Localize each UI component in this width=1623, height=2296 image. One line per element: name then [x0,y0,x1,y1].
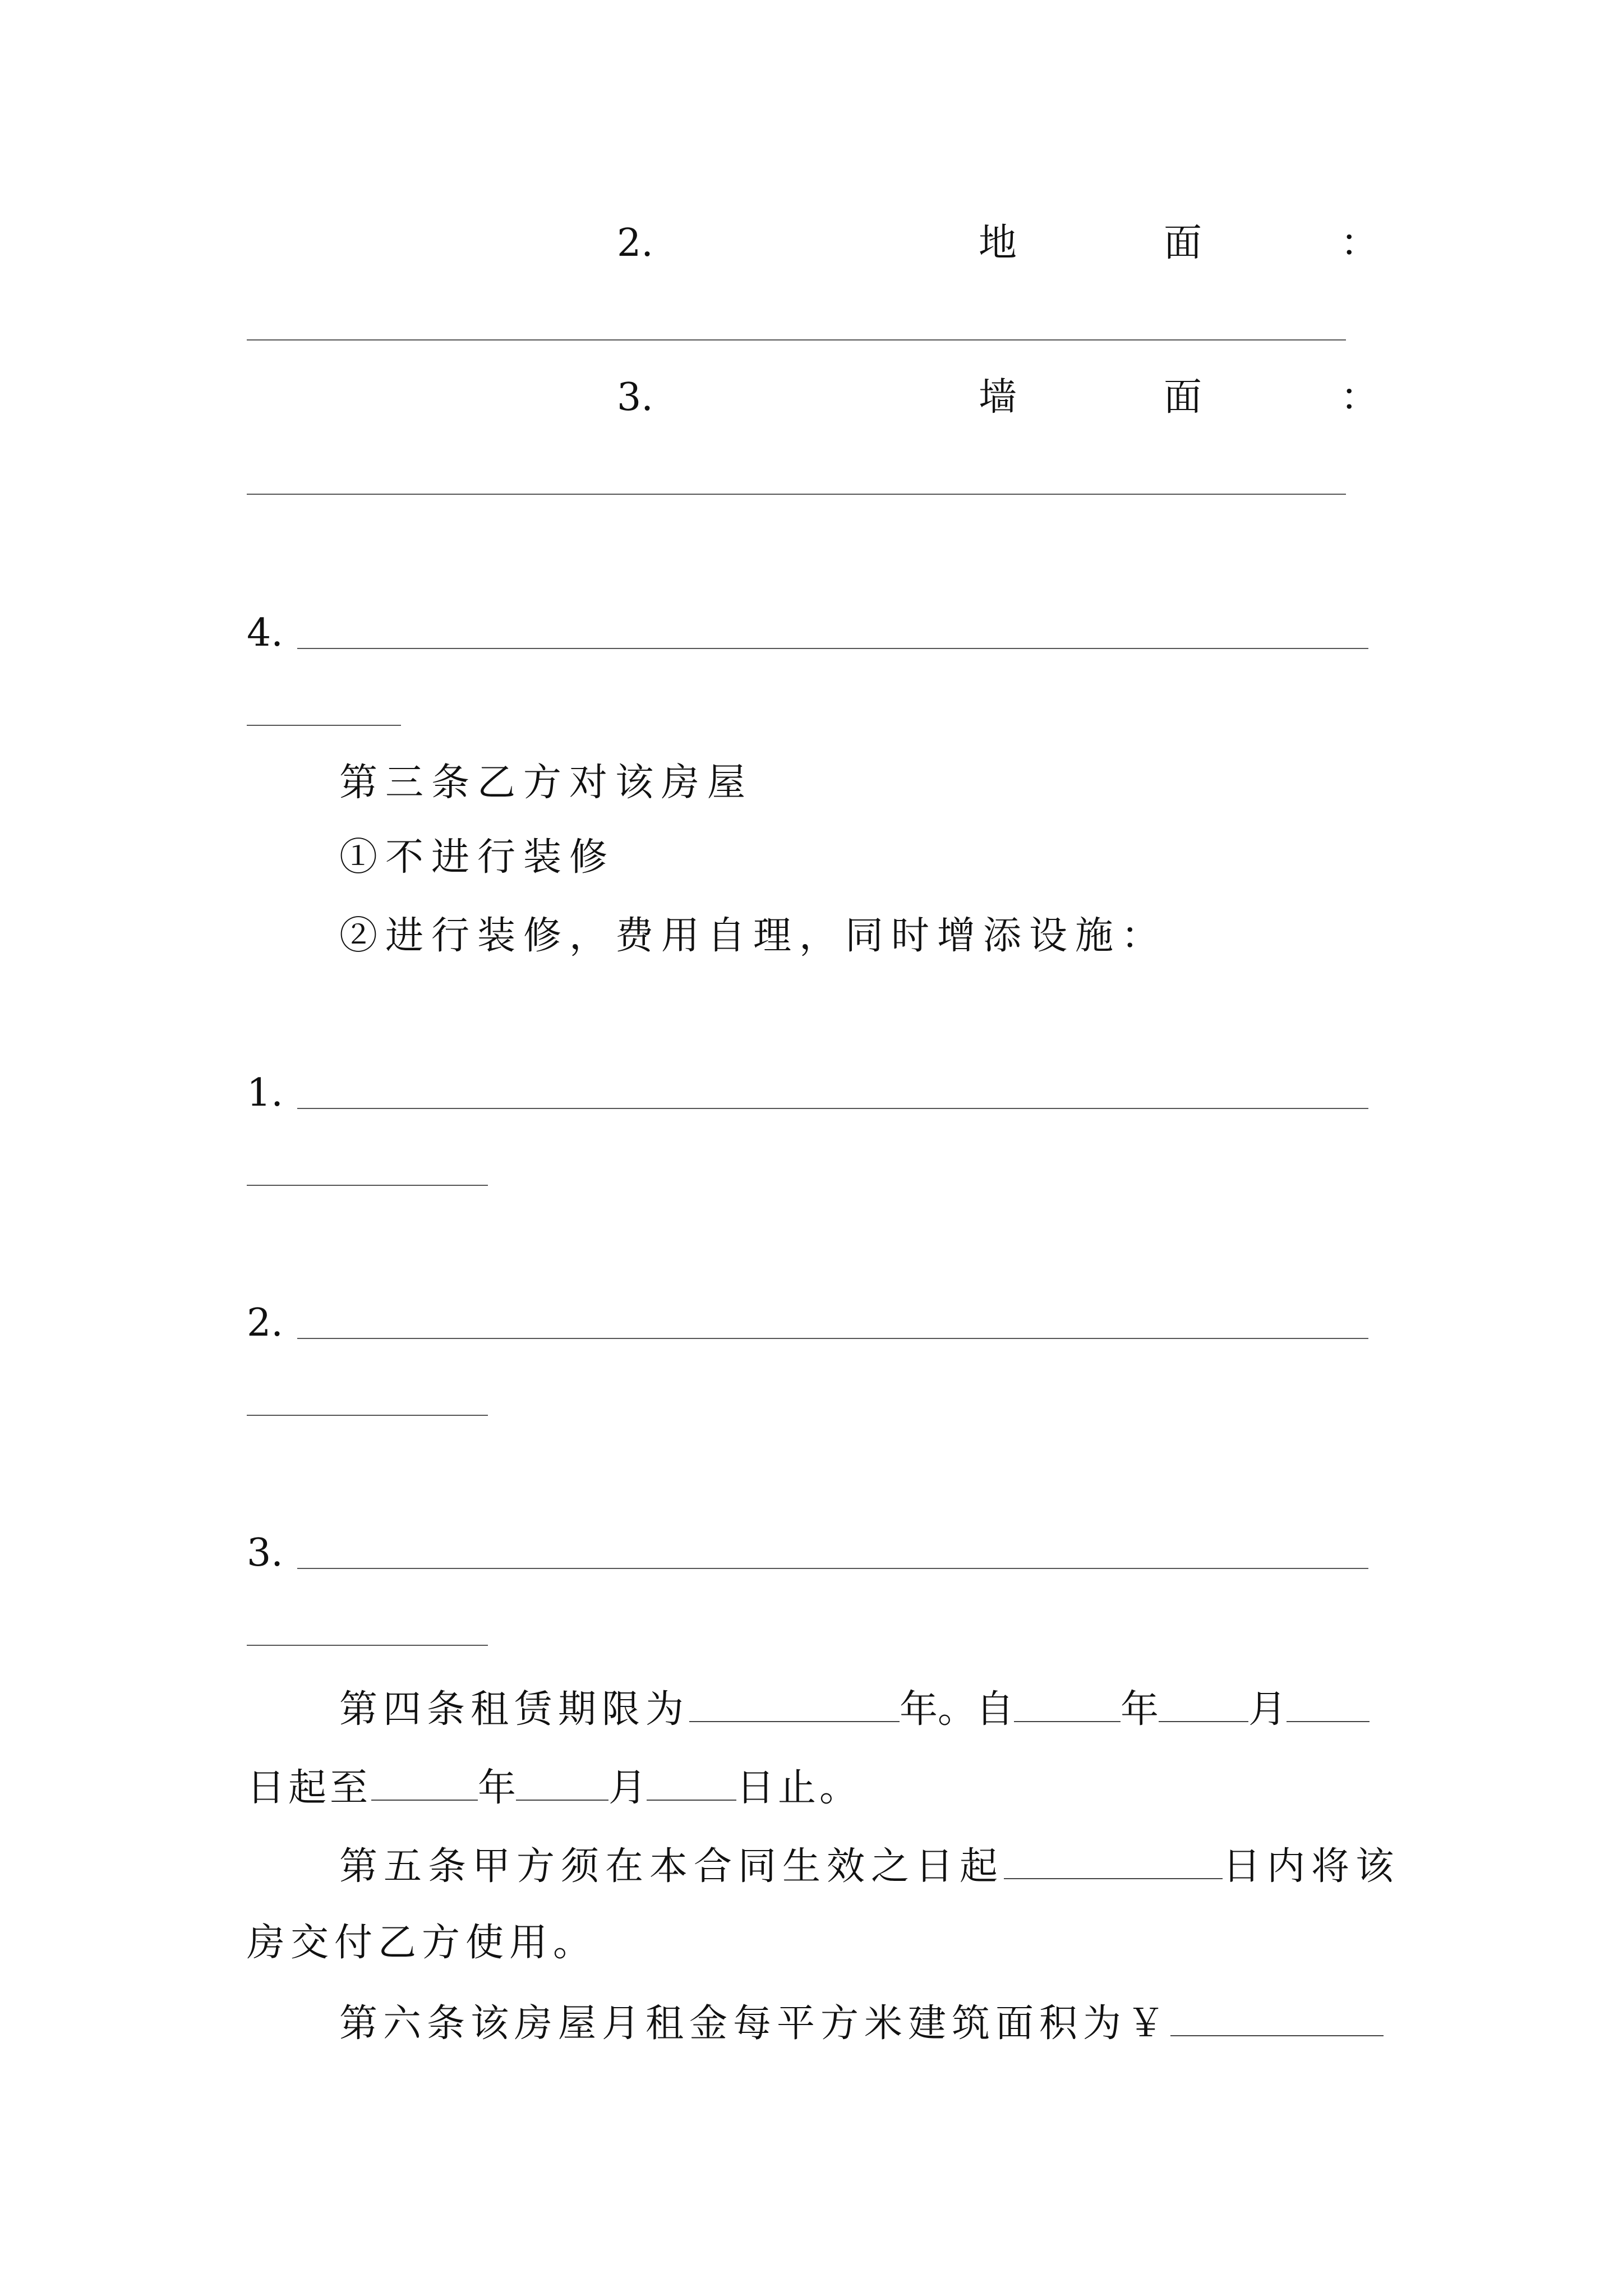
article-5-line-1 [339,1844,1400,1889]
item-2-label-char-2: 面 [1164,221,1202,265]
facility-item-1-fill-line-continued[interactable] [247,1185,488,1186]
article-4-lead: 第四条租赁期限为 [339,1687,690,1732]
end-day-blank[interactable] [647,1767,736,1801]
item-2-number: 2. [617,221,653,265]
start-year-blank[interactable] [1014,1688,1121,1722]
article-5-line-2: 房交付乙方使用。 [247,1921,597,1965]
article-3-heading: 第三条乙方对该房屋 [339,761,754,805]
article-4-month-2: 月 [608,1766,647,1810]
item-2-fill-line[interactable] [247,339,1346,341]
rent-per-sqm-blank[interactable] [1170,2003,1384,2036]
item-2-colon: ： [1340,221,1379,265]
facility-item-3-number: 3. [247,1531,283,1575]
article-4-until: 日止。 [736,1766,861,1810]
delivery-days-blank[interactable] [1004,1846,1223,1879]
article-6-line-1 [339,2001,1384,2046]
item-4-fill-line-continued[interactable] [247,725,401,726]
item-3-label-char-1: 墙 [979,375,1017,420]
article-5-tail: 日内将该 [1223,1844,1400,1889]
lease-years-blank[interactable] [689,1688,900,1722]
facility-item-2-fill-line[interactable] [297,1338,1368,1339]
facility-item-2-number: 2. [247,1301,283,1345]
end-month-blank[interactable] [516,1767,608,1801]
item-4-fill-line[interactable] [297,648,1368,649]
facility-item-3-fill-line-continued[interactable] [247,1645,488,1646]
start-day-blank[interactable] [1287,1688,1370,1722]
article-3-option-1: ①不进行装修 [339,835,616,880]
article-4-line-2 [247,1766,861,1810]
article-5-lead: 第五条甲方须在本合同生效之日起 [339,1844,1004,1889]
article-4-years-unit: 年。自 [900,1687,1015,1732]
facility-item-2-fill-line-continued[interactable] [247,1415,488,1416]
article-4-year-2: 年 [478,1766,517,1810]
item-3-colon: ： [1340,375,1379,420]
start-month-blank[interactable] [1159,1688,1248,1722]
facility-item-3-fill-line[interactable] [297,1568,1368,1569]
facility-item-1-fill-line[interactable] [297,1108,1368,1109]
item-3-fill-line[interactable] [247,494,1346,495]
facility-item-1-number: 1. [247,1071,283,1115]
end-year-blank[interactable] [371,1767,478,1801]
item-3-number: 3. [617,375,653,420]
article-4-year-1: 年 [1121,1687,1159,1732]
item-3-label-char-2: 面 [1164,375,1202,420]
item-2-label-char-1: 地 [979,221,1017,265]
article-4-line-1 [339,1687,1370,1732]
article-4-month-1: 月 [1248,1687,1287,1732]
article-4-from: 日起至 [247,1766,372,1810]
article-6-lead: 第六条该房屋月租金每平方米建筑面积为￥ [339,2001,1171,2046]
article-3-option-2: ②进行装修，费用自理，同时增添设施： [339,914,1168,958]
item-4-number: 4. [247,611,283,655]
